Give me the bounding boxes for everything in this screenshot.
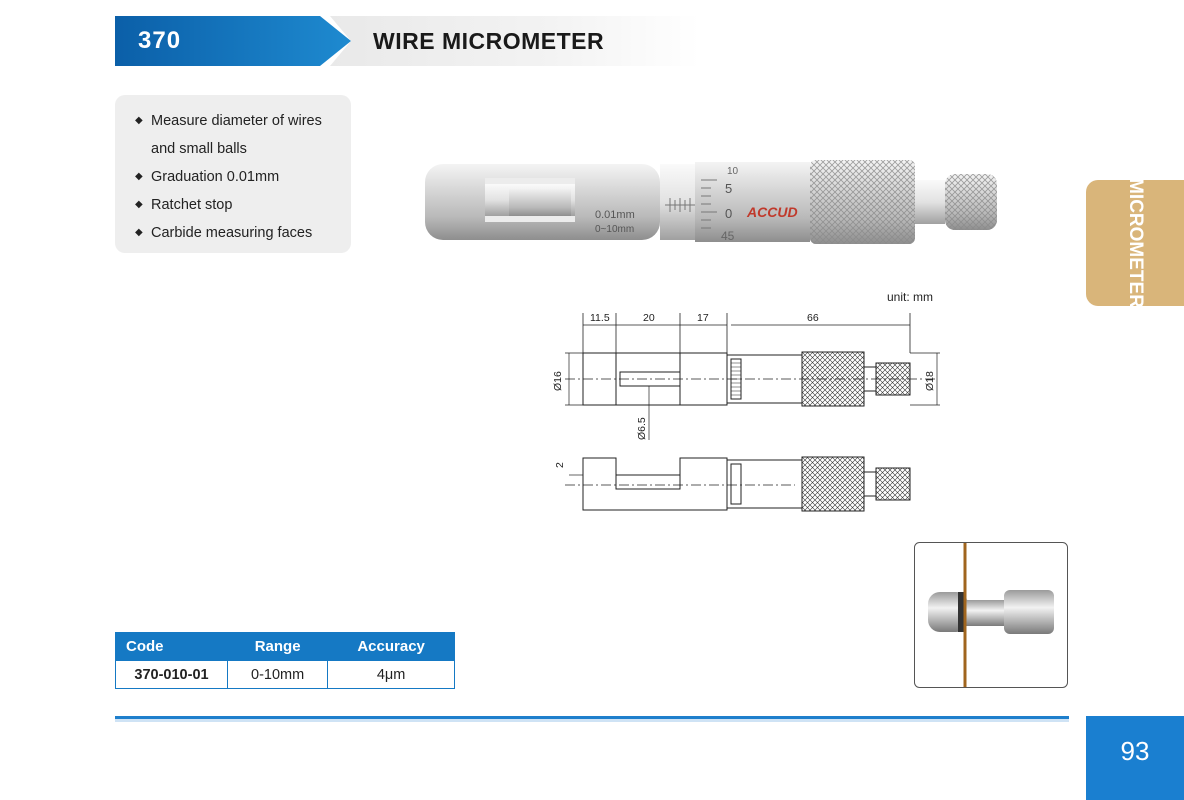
bullet-icon: ◆	[135, 227, 143, 238]
feature-box	[115, 95, 351, 253]
dim-11-5: 11.5	[590, 312, 610, 324]
footer-rule-shadow	[115, 719, 1069, 722]
dim-gap: 2	[554, 462, 566, 468]
page-number-box	[1086, 716, 1184, 800]
cell-code: 370-010-01	[116, 661, 228, 689]
cell-range: 0-10mm	[228, 661, 328, 689]
feature-item: ◆ Measure diameter of wires	[135, 107, 351, 135]
dim-66: 66	[807, 312, 819, 324]
bullet-icon: ◆	[135, 199, 143, 210]
scale-10: 10	[727, 166, 739, 177]
dim-dia18: Ø18	[924, 371, 936, 391]
table-header-row	[116, 633, 455, 661]
detail-photo	[914, 542, 1068, 688]
feature-item: and small balls	[151, 141, 247, 157]
dim-17: 17	[697, 312, 709, 324]
col-range: Range	[228, 633, 328, 661]
scale-5: 5	[725, 181, 733, 196]
product-photo	[415, 150, 1005, 250]
page-title: WIRE MICROMETER	[373, 28, 605, 54]
feature-item: ◆ Graduation 0.01mm	[135, 163, 351, 191]
category-tab: MICROMETER	[1086, 180, 1184, 306]
dim-20: 20	[643, 312, 655, 324]
scale-0: 0	[725, 206, 733, 221]
col-code: Code	[116, 633, 228, 661]
section-code: 370	[138, 27, 182, 54]
col-accuracy: Accuracy	[328, 633, 455, 661]
feature-list	[115, 95, 351, 247]
spec-table	[115, 632, 455, 689]
feature-item: ◆ Ratchet stop	[135, 191, 351, 219]
scale-45: 45	[721, 229, 735, 243]
bullet-icon: ◆	[135, 115, 143, 126]
page-number: 93	[1120, 736, 1150, 766]
dim-dia16: Ø16	[552, 371, 564, 391]
technical-drawing	[545, 305, 955, 520]
table-row	[116, 661, 455, 689]
unit-label: unit: mm	[887, 290, 934, 304]
bullet-icon: ◆	[135, 171, 143, 182]
feature-item: ◆ Carbide measuring faces	[135, 219, 351, 247]
photo-graduation-text: 0.01mm	[595, 209, 635, 221]
dim-dia6-5: Ø6.5	[636, 417, 648, 440]
photo-range-text: 0~10mm	[595, 224, 635, 235]
brand-logo: ACCUD	[747, 204, 798, 220]
cell-accuracy: 4μm	[328, 661, 455, 689]
